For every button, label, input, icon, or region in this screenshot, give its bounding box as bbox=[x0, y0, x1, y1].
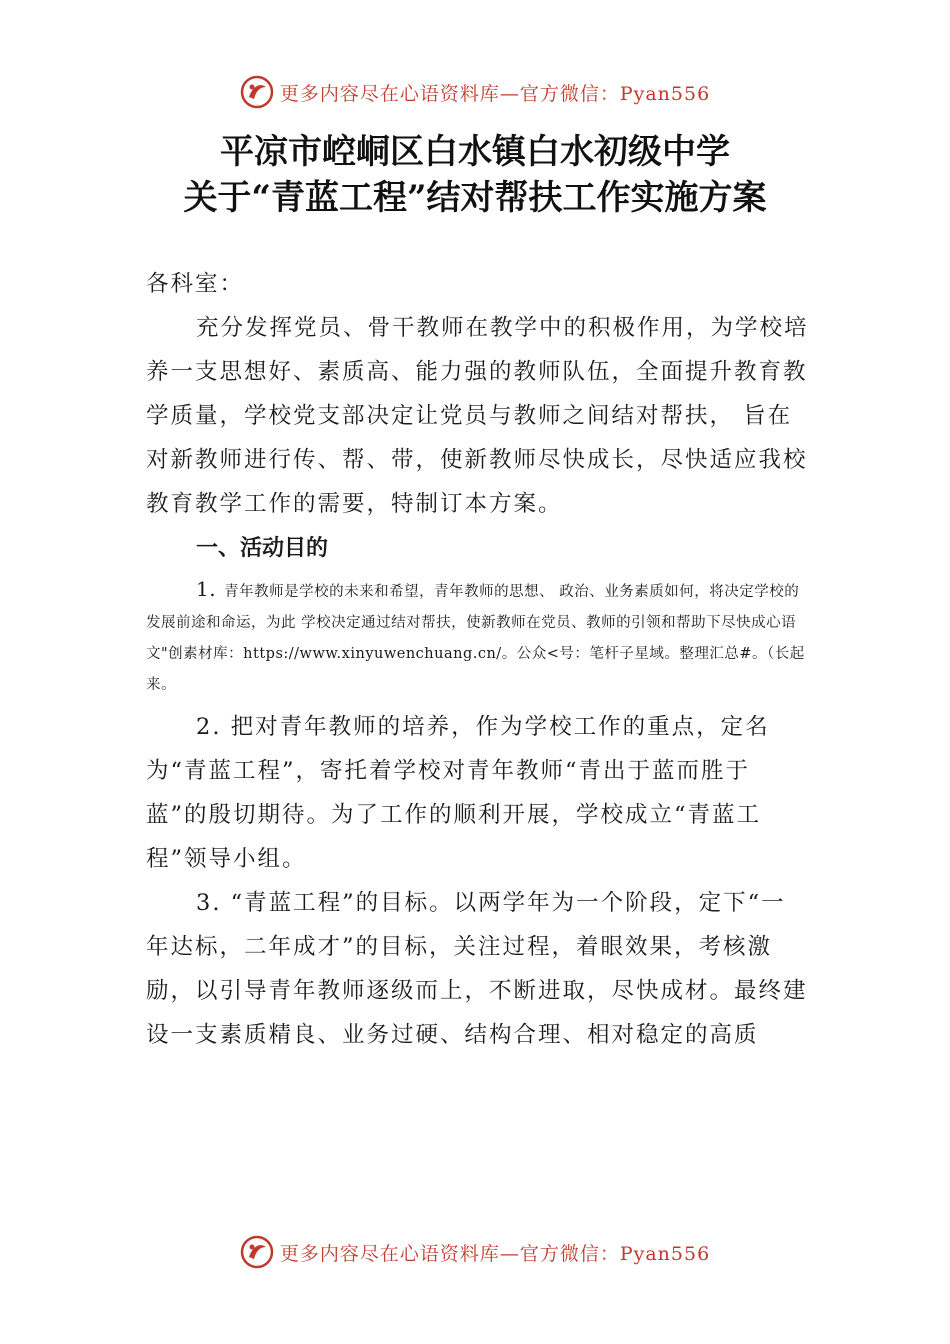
intro-paragraph: 充分发挥党员、骨干教师在教学中的积极作用，为学校培养一支思想好、素质高、能力强的教师队伍，全面提升教育教学质量，学校党支部决定让党员与教师之间结对帮扶， 旨在对新教师进行传、帮、带，使新教师尽快成长，尽快适应我校教育教学工作的需要，特制订本方案。 bbox=[146, 315, 809, 517]
section-heading: 一、活动目的 bbox=[196, 536, 329, 561]
footer-banner bbox=[0, 1232, 950, 1272]
salutation: 各科室： bbox=[146, 271, 245, 297]
banner-text: 更多内容尽在心语资料库—官方微信：Pyan556 bbox=[279, 1242, 711, 1265]
banner-text: 更多内容尽在心语资料库—官方微信：Pyan556 bbox=[279, 82, 711, 105]
logo-icon bbox=[240, 1235, 274, 1269]
document-title-line2: 关于“青蓝工程”结对帮扶工作实施方案 bbox=[183, 178, 767, 218]
item-1-number: 1. bbox=[196, 577, 217, 601]
header-banner bbox=[0, 72, 950, 112]
item-2-paragraph: 2. 把对青年教师的培养，作为学校工作的重点，定名为“青蓝工程”，寄托着学校对青年教师“青出于蓝而胜于蓝”的殷切期待。为了工作的顺利开展，学校成立“青蓝工程”领导小组。 bbox=[146, 714, 770, 872]
item-1-text: 青年教师是学校的未来和希望，青年教师的思想、 政治、业务素质如何，将决定学校的发展前途和命运，为此 学校决定通过结对帮扶，使新教师在党员、教师的引领和帮助下尽快成心语文"创素材库：https://www.xinyuwenchuang.cn/。公众<号：笔杆子星域。整理汇总#。（长起来。 bbox=[146, 584, 805, 693]
document-title-line1: 平凉市崆峒区白水镇白水初级中学 bbox=[220, 132, 730, 172]
item-1-paragraph bbox=[146, 574, 810, 701]
item-3-paragraph: 3. “青蓝工程”的目标。以两学年为一个阶段，定下“一年达标，二年成才”的目标，关注过程，着眼效果，考核激励，以引导青年教师逐级而上，不断进取，尽快成材。最终建设一支素质精良、业务过硬、结构合理、相对稳定的高质 bbox=[146, 890, 808, 1048]
logo-icon bbox=[240, 75, 274, 109]
document-body bbox=[146, 262, 810, 1057]
